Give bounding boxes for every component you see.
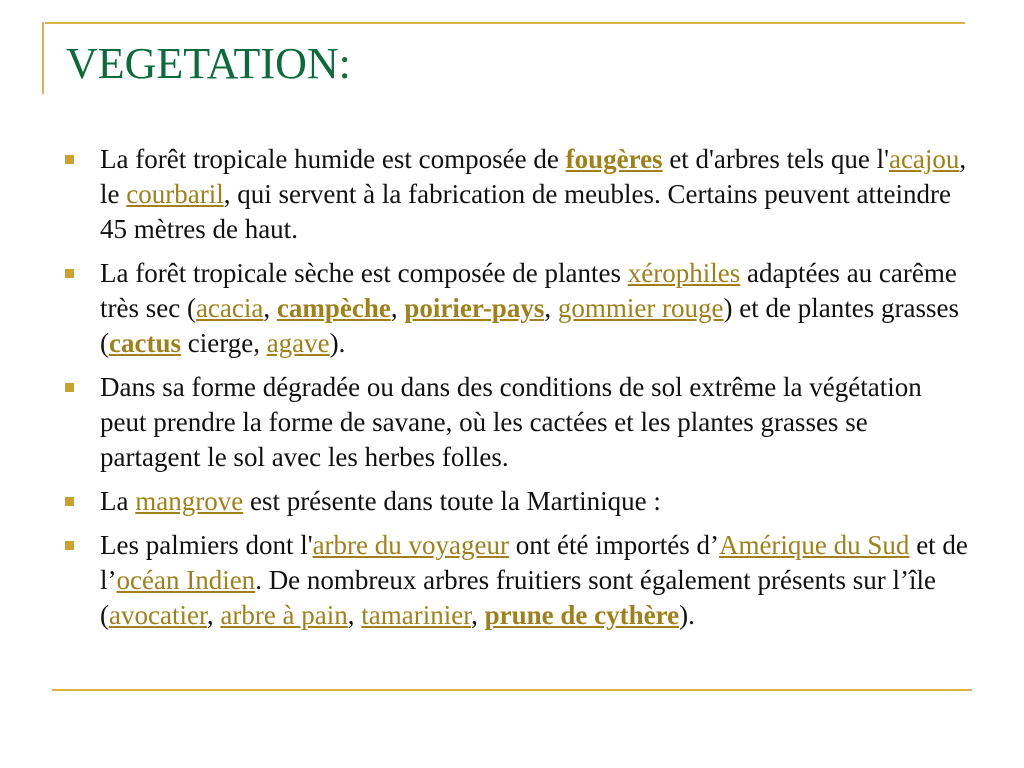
text-segment: ,	[390, 293, 405, 323]
bottom-rule	[52, 689, 972, 691]
term-link[interactable]: xérophiles	[627, 258, 741, 288]
text-segment: ,	[471, 600, 485, 630]
text-segment: ).	[679, 600, 695, 630]
text-segment: ).	[329, 328, 346, 358]
square-bullet-icon	[65, 383, 74, 392]
term-link[interactable]: gommier rouge	[557, 293, 724, 323]
text-segment: . De nombreux arbres fruitiers sont également présents sur l’île (	[100, 565, 936, 630]
term-link[interactable]: campèche	[276, 293, 391, 323]
bullet-text	[100, 372, 922, 472]
bullet-item-5	[56, 528, 972, 633]
square-bullet-icon	[65, 269, 74, 278]
term-link[interactable]: agave	[266, 328, 330, 358]
text-segment: est présente dans toute la Martinique :	[243, 486, 661, 516]
term-link[interactable]: poirier-pays	[404, 293, 545, 323]
bullet-item-2	[56, 256, 972, 361]
text-segment: et de l’	[100, 530, 968, 595]
term-link[interactable]: arbre à pain	[220, 600, 348, 630]
text-segment: ,	[206, 600, 221, 630]
term-link[interactable]: mangrove	[135, 486, 244, 516]
text-segment: La forêt tropicale humide est composée de	[100, 144, 566, 174]
term-link[interactable]: prune de cythère	[484, 600, 680, 630]
text-segment: Les palmiers dont l'	[100, 530, 313, 560]
term-link[interactable]: Amérique du Sud	[718, 530, 910, 560]
bullet-item-3	[56, 370, 972, 475]
term-link[interactable]: cactus	[109, 328, 181, 358]
square-bullet-icon	[65, 497, 74, 506]
text-segment: , le	[100, 144, 967, 209]
bullet-text	[100, 486, 661, 516]
text-segment: cierge,	[180, 328, 267, 358]
bullet-item-4	[56, 484, 972, 519]
bullet-item-1	[56, 142, 972, 247]
left-rule	[42, 22, 44, 94]
text-segment: ,	[347, 600, 362, 630]
text-segment: , qui servent à la fabrication de meubles. Certains peuvent atteindre 45 mètres de haut.	[100, 179, 951, 244]
text-segment: ,	[263, 293, 277, 323]
text-segment: ) et de plantes grasses (	[100, 293, 959, 358]
text-segment: et d'arbres tels que l'	[662, 144, 889, 174]
text-segment: La forêt tropicale sèche est composée de plantes	[100, 258, 628, 288]
square-bullet-icon	[65, 155, 74, 164]
term-link[interactable]: courbaril	[126, 179, 224, 209]
bullet-text	[100, 530, 968, 630]
text-segment: ,	[544, 293, 558, 323]
text-segment: ont été importés d’	[509, 530, 719, 560]
bullet-text	[100, 144, 966, 244]
term-link[interactable]: avocatier	[109, 600, 207, 630]
bullet-text	[100, 258, 959, 358]
term-link[interactable]: arbre du voyageur	[312, 530, 509, 560]
top-rule	[45, 22, 965, 24]
bullet-list	[56, 142, 972, 642]
term-link[interactable]: acajou	[888, 144, 960, 174]
square-bullet-icon	[65, 541, 74, 550]
term-link[interactable]: acacia	[195, 293, 264, 323]
term-link[interactable]: tamarinier	[361, 600, 472, 630]
text-segment: adaptées au carême très sec (	[100, 258, 957, 323]
text-segment: La	[100, 486, 136, 516]
term-link[interactable]: océan Indien	[116, 565, 256, 595]
term-link[interactable]: fougères	[565, 144, 663, 174]
text-segment: Dans sa forme dégradée ou dans des conditions de sol extrême la végétation peut prendre la forme de savane, où les cactées et les plantes grasses se partagent le sol avec les herbes folles.	[100, 372, 922, 472]
slide-title: VEGETATION:	[66, 39, 351, 88]
